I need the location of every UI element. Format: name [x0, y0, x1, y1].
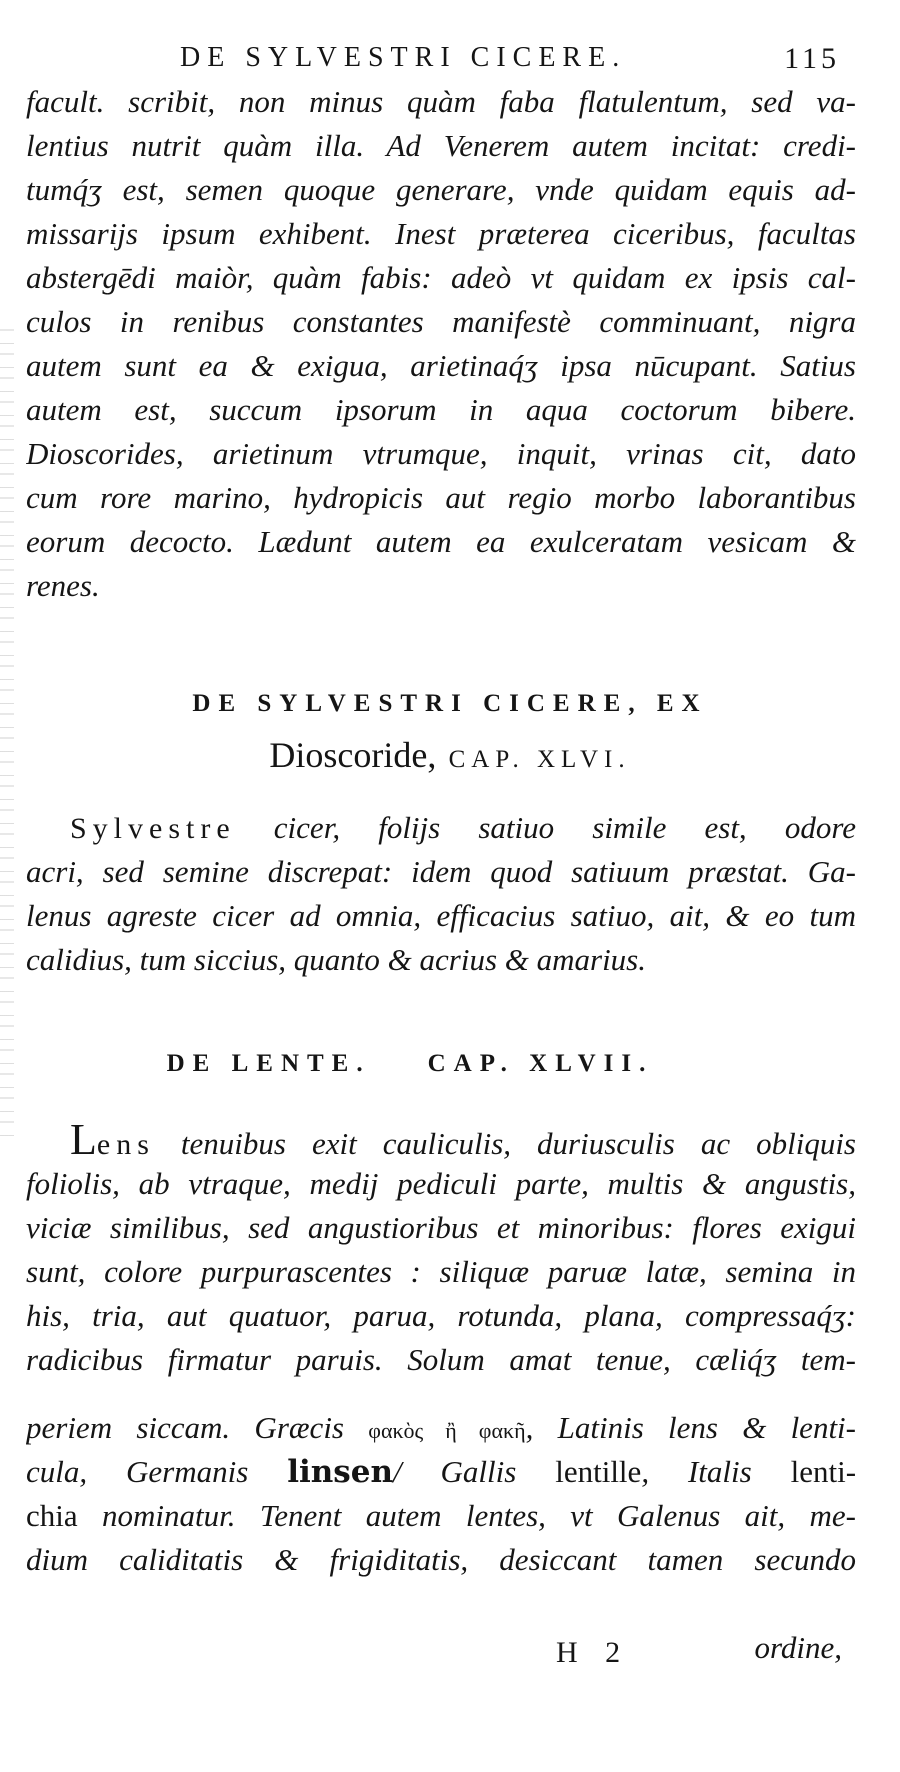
section-1-line: renes. — [26, 568, 100, 603]
section-1-line: cum rore marino, hydropicis aut regio morbo laborantibus — [26, 480, 856, 515]
binding-gutter — [0, 320, 14, 1140]
chapter-46-number: CAP. XLVI. — [448, 746, 631, 773]
chapter-46-first-line-text: cicer, folijs satiuo simile est, odore — [235, 810, 856, 845]
greek-line-text-after: , Latinis lens & lenti- — [525, 1410, 856, 1445]
french-name: lentille — [555, 1454, 642, 1489]
chapter-46-first-word: Sylvestre — [70, 812, 236, 845]
section-1-line: culos in renibus constantes manifestè comminuant, nigra — [26, 304, 856, 339]
chia-line-text: nominatur. Tenent autem lentes, vt Galenus ait, me- — [77, 1498, 856, 1533]
german-name: linsen — [287, 1454, 394, 1490]
greek-line-text-before: periem siccam. Græcis — [26, 1410, 369, 1445]
chapter-46-line: lenus agreste cicer ad omnia, efficacius satiuo, ait, & eo tum — [26, 898, 856, 933]
chapter-46-heading — [0, 690, 900, 718]
section-1-line: missarijs ipsum exhibent. Inest præterea ciceribus, facultas — [26, 216, 856, 251]
chapter-47-last-line — [26, 1538, 856, 1582]
chapter-47-greek-line — [26, 1406, 856, 1453]
chapter-47-heading — [0, 1050, 860, 1078]
section-1-line: Dioscorides, arietinum vtrumque, inquit, vrinas cit, dato — [26, 436, 856, 471]
chapter-47-number: CAP. XLVII. — [427, 1050, 654, 1077]
section-1-line: facult. scribit, non minus quàm faba flatulentum, sed va- — [26, 84, 856, 119]
signature-mark: H 2 — [556, 1636, 631, 1669]
chapter-47-title: DE LENTE. — [166, 1050, 371, 1077]
chapter-46-source: Dioscoride, — [269, 735, 437, 775]
section-1-line: tumq́ʒ est, semen quoque generare, vnde quidam equis ad- — [26, 172, 856, 207]
chapter-46-first-line — [70, 806, 856, 851]
languages-text-c: , Italis — [641, 1454, 791, 1489]
italian-name: lenti- — [790, 1454, 856, 1489]
chapter-47-line: sunt, colore purpurascentes : siliquæ paruæ latæ, semina in — [26, 1254, 856, 1289]
section-1-line: lentius nutrit quàm illa. Ad Venerem autem incitat: credi- — [26, 128, 856, 163]
chapter-47-first-line — [70, 1118, 856, 1167]
italian-name-end: chia — [26, 1498, 78, 1533]
languages-text-a: cula, Germanis — [26, 1454, 288, 1489]
greek-name: φακὸς ἢ φακῆ — [368, 1418, 526, 1443]
chapter-47-line: his, tria, aut quatuor, parua, rotunda, plana, compressaq́ʒ: — [26, 1298, 856, 1333]
section-1-line: abstergēdi maiòr, quàm fabis: adeò vt quidam ex ipsis cal- — [26, 260, 856, 295]
catchword: ordine, — [754, 1630, 842, 1665]
chapter-46-line: calidius, tum siccius, quanto & acrius & amarius. — [26, 942, 646, 977]
chapter-47-line: foliolis, ab vtraque, medij pediculi parte, multis & angustis, — [26, 1166, 856, 1201]
chapter-47-initial: L — [70, 1118, 97, 1164]
section-1-line: eorum decocto. Lædunt autem ea exulceratam vesicam & — [26, 524, 856, 559]
section-1-line: autem sunt ea & exigua, arietinaq́ʒ ipsa nūcupant. Satius — [26, 348, 856, 383]
chapter-46-subheading — [0, 734, 900, 776]
last-line-text: dium caliditatis & frigiditatis, desiccant tamen secundo — [26, 1542, 856, 1577]
chapter-47-line: radicibus firmatur paruis. Solum amat tenue, cæliq́ʒ tem- — [26, 1342, 856, 1377]
chapter-46-title: DE SYLVESTRI CICERE, EX — [192, 690, 708, 717]
section-1-line: autem est, succum ipsorum in aqua coctorum bibere. — [26, 392, 856, 427]
chapter-47-chia-line — [26, 1494, 856, 1538]
chapter-47-line: viciæ similibus, sed angustioribus et minoribus: flores exigui — [26, 1210, 856, 1245]
chapter-47-first-word-rest: ens — [96, 1128, 155, 1161]
page-number: 115 — [784, 42, 840, 75]
chapter-47-first-line-text: tenuibus exit cauliculis, duriusculis ac obliquis — [154, 1126, 856, 1161]
chapter-46-line: acri, sed semine discrepat: idem quod satiuum præstat. Ga- — [26, 854, 856, 889]
running-head-title: DE SYLVESTRI CICERE. — [180, 42, 627, 73]
languages-text-b: / Gallis — [393, 1454, 556, 1489]
chapter-47-languages-line — [26, 1450, 856, 1494]
